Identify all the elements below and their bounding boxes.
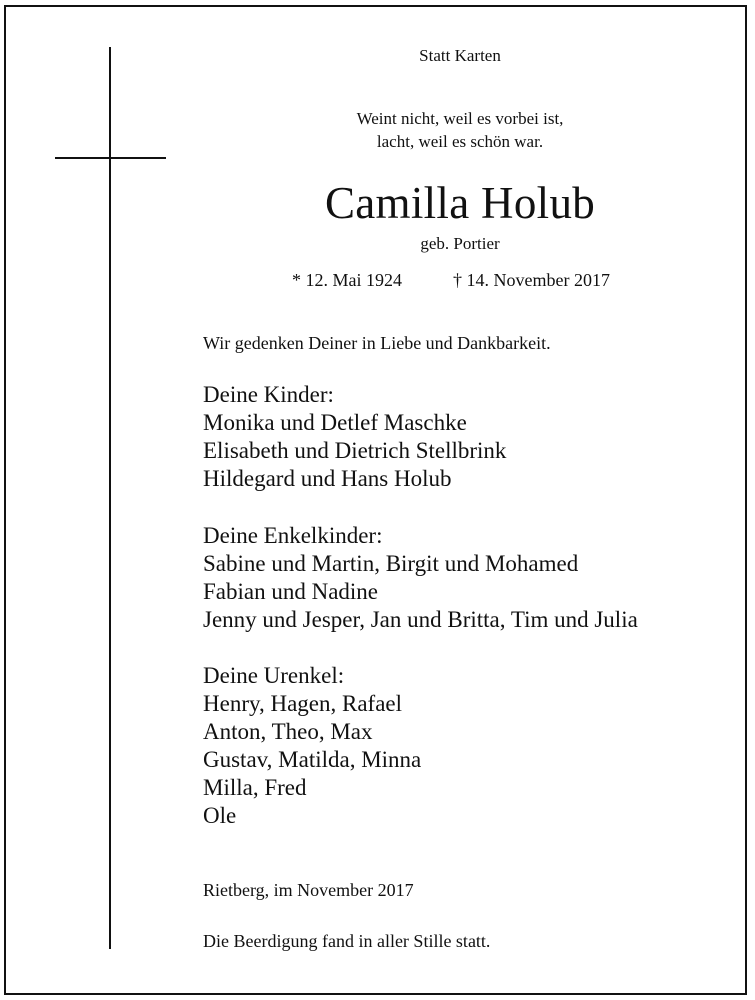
cross-icon-vertical-bar <box>109 47 111 949</box>
statt-karten-label: Statt Karten <box>419 46 501 65</box>
quote-line-1: Weint nicht, weil es vorbei ist, <box>356 109 564 128</box>
place-date: Rietberg, im November 2017 <box>203 880 414 900</box>
great-grandchildren-line: Anton, Theo, Max <box>203 719 373 744</box>
grandchildren-line: Fabian und Nadine <box>203 579 379 604</box>
funeral-note: Die Beerdigung fand in aller Stille statt. <box>203 931 491 951</box>
children-line: Hildegard und Hans Holub <box>203 466 452 491</box>
children-group <box>203 381 506 493</box>
remembrance-text: Wir gedenken Deiner in Liebe und Dankbarkeit. <box>203 333 551 353</box>
cross-icon-horizontal-bar <box>55 157 166 159</box>
children-heading: Deine Kinder: <box>203 382 334 407</box>
grandchildren-line: Sabine und Martin, Birgit und Mohamed <box>203 551 579 576</box>
great-grandchildren-heading: Deine Urenkel: <box>203 663 345 688</box>
birth-date: * 12. Mai 1924 <box>292 270 402 290</box>
grandchildren-heading: Deine Enkelkinder: <box>203 523 383 548</box>
great-grandchildren-line: Henry, Hagen, Rafael <box>203 691 403 716</box>
grandchildren-group <box>203 522 638 634</box>
great-grandchildren-line: Gustav, Matilda, Minna <box>203 747 422 772</box>
children-line: Monika und Detlef Maschke <box>203 410 467 435</box>
grandchildren-line: Jenny und Jesper, Jan und Britta, Tim und Julia <box>203 607 638 632</box>
death-date: † 14. November 2017 <box>453 270 610 290</box>
great-grandchildren-line: Ole <box>203 803 237 828</box>
maiden-name: geb. Portier <box>420 234 500 253</box>
great-grandchildren-line: Milla, Fred <box>203 775 307 800</box>
quote-line-2: lacht, weil es schön war. <box>376 132 544 151</box>
great-grandchildren-group <box>203 662 421 830</box>
notice-border <box>4 5 747 995</box>
deceased-name: Camilla Holub <box>324 178 596 228</box>
children-line: Elisabeth und Dietrich Stellbrink <box>203 438 507 463</box>
